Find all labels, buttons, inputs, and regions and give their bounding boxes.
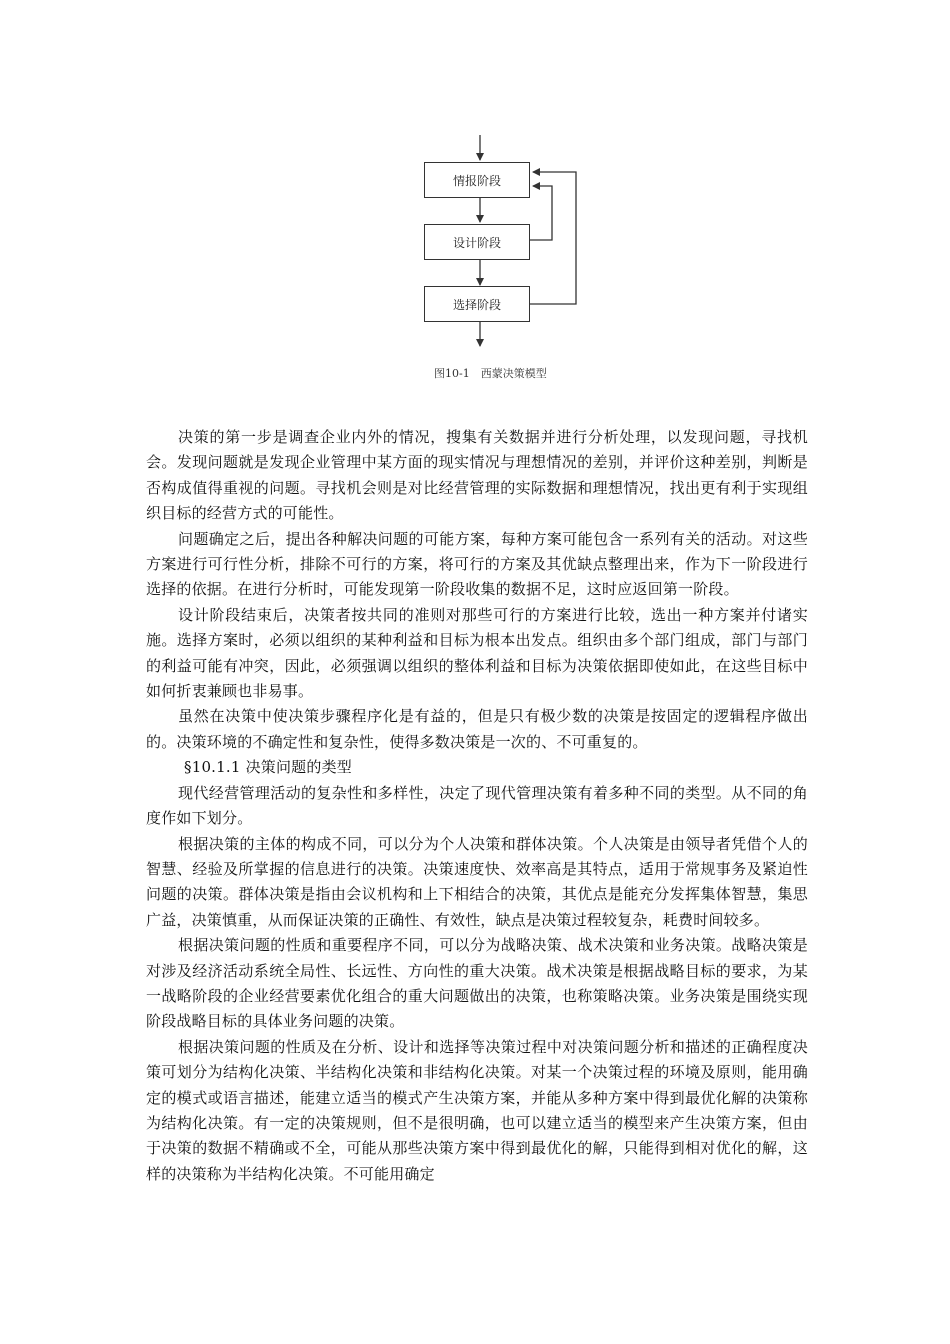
feedback-choice-to-intel xyxy=(530,172,576,304)
intelligence-phase-box xyxy=(424,162,530,198)
paragraph-intelligence: 决策的第一步是调查企业内外的情况，搜集有关数据并进行分析处理，以发现问题，寻找机会。发现问题就是发现企业管理中某方面的现实情况与理想情况的差别，并评价这种差别，判断是否构成值得重视的问题。寻找机会则是对比经营管理的实际数据和理想情况，找出更有利于实现组织目标的经营方式的可能性。 xyxy=(146,428,808,523)
design-phase-box xyxy=(424,224,530,260)
design-phase-label: 设计阶段 xyxy=(452,235,501,250)
simon-decision-model-figure xyxy=(400,130,600,390)
paragraph-programming: 虽然在决策中使决策步骤程序化是有益的，但是只有极少数的决策是按固定的逻辑程序做出的。决策环境的不确定性和复杂性，使得多数决策是一次的、不可重复的。 xyxy=(146,707,808,751)
feedback-design-to-intel xyxy=(530,186,552,240)
section-heading: §10.1.1 决策问题的类型 xyxy=(184,758,352,777)
figure-caption: 图10-1 西蒙决策模型 xyxy=(434,367,547,380)
paragraph-individual-group: 根据决策的主体的构成不同，可以分为个人决策和群体决策。个人决策是由领导者凭借个人的智慧、经验及所掌握的信息进行的决策。决策速度快、效率高是其特点，适用于常规事务及紧迫性问题的决策。群体决策是指由会议机构和上下相结合的决策，其优点是能充分发挥集体智慧，集思广益，决策慎重，从而保证决策的正确性、有效性，缺点是决策过程较复杂，耗费时间较多。 xyxy=(146,834,808,929)
paragraph-strategic-tactical: 根据决策问题的性质和重要程序不同，可以分为战略决策、战术决策和业务决策。战略决策是对涉及经济活动系统全局性、长远性、方向性的重大决策。战术决策是根据战略目标的要求，为某一战略阶段的企业经营要素优化组合的重大问题做出的决策，也称策略决策。业务决策是围绕实现阶段战略目标的具体业务问题的决策。 xyxy=(146,936,808,1031)
paragraph-structured: 根据决策问题的性质及在分析、设计和选择等决策过程中对决策问题分析和描述的正确程度决策可划分为结构化决策、半结构化决策和非结构化决策。对某一个决策过程的环境及原则，能用确定的模式或语言描述，能建立适当的模式产生决策方案，并能从多种方案中得到最优化解的决策称为结构化决策。有一定的决策规则，但不是很明确，也可以建立适当的模型来产生决策方案，但由于决策的数据不精确或不全，可能从那些决策方案中得到最优化的解，只能得到相对优化的解，这样的决策称为半结构化决策。不可能用确定 xyxy=(146,1037,808,1183)
paragraph-choice: 设计阶段结束后，决策者按共同的准则对那些可行的方案进行比较，选出一种方案并付诸实施。选择方案时，必须以组织的某种利益和目标为根本出发点。组织由多个部门组成，部门与部门的利益可能有冲突，因此，必须强调以组织的整体利益和目标为决策依据即使如此，在这些目标中如何折衷兼顾也非易事。 xyxy=(146,605,808,701)
paragraph-design: 问题确定之后，提出各种解决问题的可能方案，每种方案可能包含一系列有关的活动。对这些方案进行可行性分析，排除不可行的方案，将可行的方案及其优缺点整理出来，作为下一阶段进行选择的依据。在进行分析时，可能发现第一阶段收集的数据不足，这时应返回第一阶段。 xyxy=(146,529,808,599)
intelligence-phase-label: 情报阶段 xyxy=(452,173,501,188)
paragraph-types-intro: 现代经营管理活动的复杂性和多样性，决定了现代管理决策有着多种不同的类型。从不同的角度作如下划分。 xyxy=(146,783,808,828)
choice-phase-label: 选择阶段 xyxy=(452,297,501,312)
choice-phase-box xyxy=(424,286,530,322)
body-text xyxy=(146,425,808,1187)
